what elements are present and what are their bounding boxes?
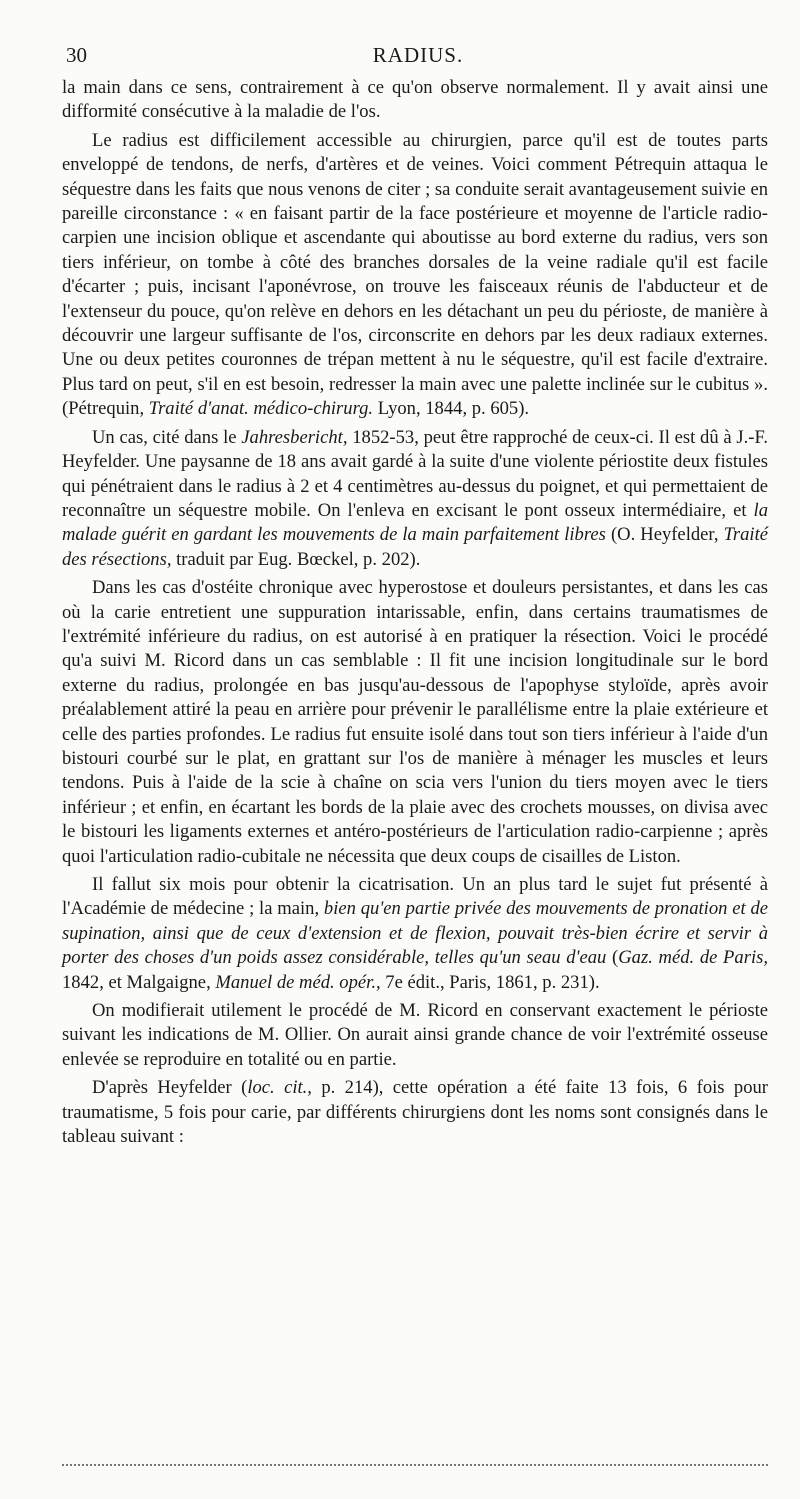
paragraph (62, 1076, 768, 1149)
dotted-separator (62, 1464, 768, 1466)
italic-segment: Jahresbericht, (241, 426, 348, 448)
text-segment: Lyon, 1844, p. 605). (373, 398, 530, 420)
body-text (62, 76, 768, 1153)
text-segment: la main dans ce sens, contrairement à ce qu'on observe normalement. Il y avait ainsi une difformité consécutive à la maladie de l'os. (62, 77, 768, 123)
text-segment: Le radius est difficilement accessible au chirurgien, parce qu'il est de toutes parts enveloppé de tendons, de nerfs, d'artères et de veines. Voici comment Pétrequin attaqua le séquestre dans les faits que nous venons de citer ; sa conduite serait avantageusement suivie en pareille circonstance : « en faisant partir de la face postérieure et moyenne de l'article radio-carpien une incision oblique et ascendante qui aboutisse au bord externe du radius, vers son tiers inférieur, on tombe à côté des branches dorsales de la veine radiale qu'il est facile d'écarter ; puis, incisant l'aponévrose, on trouve les faisceaux réunis de l'abducteur et de l'extenseur du pouce, qu'on relève en dehors en les détachant un peu du périoste, de manière à découvrir une largeur suffisante de l'os, circonscrite en dehors par les deux radiaux externes. Une ou deux petites couronnes de trépan mettent à nu le séquestre, qu'il est facile d'extraire. Plus tard on peut, s'il en est besoin, redresser la main avec une palette inclinée sur le cubitus ». (Pétrequin, (62, 129, 768, 420)
text-segment: D'après Heyfelder ( (92, 1077, 248, 1099)
page-title: RADIUS. (372, 43, 464, 67)
italic-segment: Traité des résections, (62, 524, 768, 570)
text-segment: p. 214), cette opération a été faite 13 fois, 6 fois pour traumatisme, 5 fois pour carie, par différents chirurgiens dont les noms sont consignés dans le tableau suivant : (62, 1077, 768, 1148)
text-segment: Dans les cas d'ostéite chronique avec hyperostose et douleurs persistantes, et dans les cas où la carie entretient une suppuration intarissable, enfin, dans certains traumatismes de l'extrémité inférieure du radius, on est autorisé à en pratiquer la résection. Voici le procédé qu'a suivi M. Ricord dans un cas semblable : Il fit une incision longitudinale sur le bord externe du radius, prolongée en bas jusqu'au-dessous de l'apophyse styloïde, après avoir préalablement attiré la peau en arrière pour prévenir le parallélisme entre la plaie extérieure et celle des parties profondes. Le radius fut ensuite isolé dans tout son tiers inférieur à l'aide d'un bistouri courbé sur le plat, en grattant sur l'os de manière à ménager les muscles et leurs tendons. Puis à l'aide de la scie à chaîne on scia vers l'union du tiers moyen avec le tiers inférieur ; et enfin, en écartant les bords de la plaie avec des crochets mousses, on divisa avec le bistouri les ligaments externes et antéro-postérieurs de l'articulation radio-carpienne ; après quoi l'articulation radio-cubitale ne nécessita que deux coups de cisailles de Liston. (62, 577, 768, 867)
paragraph (62, 873, 768, 995)
italic-segment: Traité d'anat. médico-chirurg. (148, 398, 374, 420)
paragraph (62, 576, 768, 869)
page-number: 30 (66, 43, 87, 67)
paragraph (62, 129, 768, 422)
text-segment: ( (606, 947, 619, 969)
text-segment: 1842, et Malgaigne, (62, 971, 216, 993)
italic-segment: bien qu'en partie privée des mouvements de pronation et de supination, ainsi que de ceux d'extension et de flexion, pouvait très-bien écrire et servir à porter des choses d'un poids assez considérable, telles qu'un seau d'eau (62, 898, 769, 969)
text-segment: (O. Heyfelder, (605, 524, 724, 546)
paragraph (62, 76, 768, 125)
text-segment: traduit par Eug. Bœckel, p. 202). (171, 548, 421, 570)
italic-segment: Gaz. méd. de Paris, (618, 947, 768, 969)
paragraph (62, 999, 768, 1072)
paragraph (62, 426, 768, 572)
italic-segment: la malade guérit en gardant les mouvements de la main parfaitement libres (62, 499, 768, 546)
italic-segment: loc. cit., (247, 1077, 312, 1099)
text-segment: 1852-53, peut être rapproché de ceux-ci. Il est dû à J.-F. Heyfelder. Une paysanne de 18 ans avait gardé à la suite d'une violente périostite deux fistules qui pénétraient dans le radius à 2 et 4 centimètres au-dessus du poignet, et qui permettaient de reconnaître un séquestre mobile. On l'enleva en excisant le pont osseux intermédiaire, et (62, 426, 768, 521)
running-header (66, 40, 770, 70)
text-segment: Il fallut six mois pour obtenir la cicatrisation. Un an plus tard le sujet fut présenté à l'Académie de médecine ; la main, (62, 874, 768, 920)
italic-segment: Manuel de méd. opér., (215, 971, 381, 993)
text-segment: 7e édit., Paris, 1861, p. 231). (380, 971, 600, 993)
text-segment: Un cas, cité dans le (92, 426, 242, 448)
text-segment: On modifierait utilement le procédé de M. Ricord en conservant exactement le périoste suivant les indications de M. Ollier. On aurait ainsi grande chance de voir l'extrémité osseuse enlevée se reproduire en totalité ou en partie. (62, 1000, 768, 1070)
